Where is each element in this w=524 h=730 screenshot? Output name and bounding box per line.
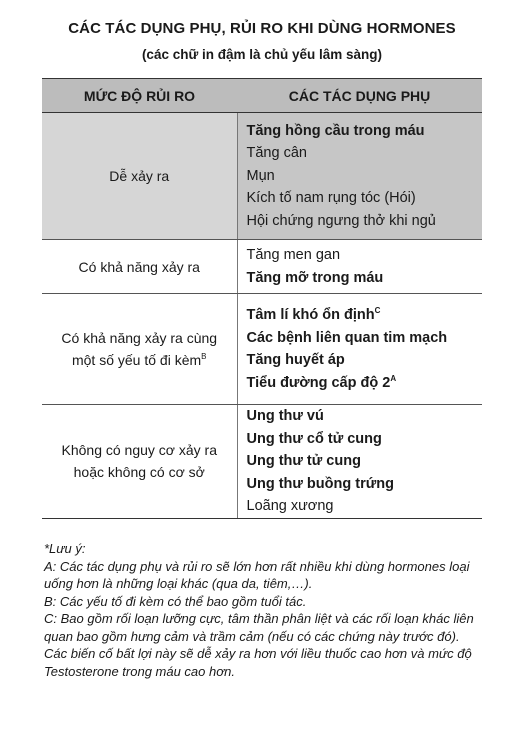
risk-level-text: Không có nguy cơ xảy ra hoặc không có cơ sở: [61, 442, 217, 481]
side-effect-text: Tăng men gan: [246, 247, 341, 263]
side-effect-item: [247, 304, 477, 327]
side-effect-item: [247, 428, 477, 451]
note-b: B: Các yếu tố đi kèm có thể bao gồm tuổi tác.: [44, 593, 307, 609]
table-row: [42, 113, 482, 240]
side-effect-text: Ung thư tử cung: [246, 453, 361, 469]
risk-level-cell: [42, 294, 237, 405]
side-effect-text: Các bệnh liên quan tim mạch: [246, 329, 448, 346]
table-row: [42, 240, 482, 294]
note-a: A: Các tác dụng phụ và rủi ro sẽ lớn hơn rất nhiều khi dùng hormones loại uống hơn là những loại khác (qua da, tiêm,…).: [44, 558, 470, 591]
side-effect-item: [247, 267, 477, 290]
document-title: CÁC TÁC DỤNG PHỤ, RỦI RO KHI DÙNG HORMONES: [68, 20, 456, 37]
side-effect-item: [247, 120, 477, 143]
footnote-marker: B: [201, 352, 207, 361]
risk-level-cell: [42, 405, 237, 519]
side-effect-item: [247, 327, 477, 350]
side-effect-item: [247, 473, 477, 496]
side-effect-text: Hội chứng ngưng thở khi ngủ: [246, 212, 436, 229]
side-effect-item: [247, 165, 477, 188]
side-effect-text: Tâm lí khó ổn định: [246, 307, 375, 323]
table-row: [42, 405, 482, 519]
side-effect-item: [247, 187, 477, 210]
notes-section: [44, 540, 484, 680]
column-header-risk-level: MỨC ĐỘ RỦI RO: [42, 79, 237, 113]
side-effect-item: [247, 372, 477, 395]
risk-level-text: Có khả năng xảy ra: [78, 258, 200, 275]
risk-level-text: Dễ xảy ra: [109, 168, 170, 184]
side-effects-cell: [237, 294, 482, 405]
side-effect-item: [247, 210, 477, 233]
document-subtitle: (các chữ in đậm là chủ yếu lâm sàng): [141, 47, 383, 62]
side-effects-table: [42, 78, 482, 519]
side-effect-text: Kích tố nam rụng tóc (Hói): [246, 190, 416, 207]
notes-heading: *Lưu ý:: [44, 541, 86, 556]
side-effects-cell: [237, 405, 482, 519]
column-header-side-effects: CÁC TÁC DỤNG PHỤ: [237, 79, 482, 113]
table-row: [42, 294, 482, 405]
side-effect-item: [247, 450, 477, 473]
risk-level-cell: [42, 113, 237, 240]
side-effect-item: [247, 244, 477, 267]
side-effect-item: [247, 142, 477, 165]
side-effect-text: Tăng mỡ trong máu: [246, 269, 384, 286]
table-header-row: [42, 79, 482, 113]
side-effect-item: [247, 349, 477, 372]
footnote-marker: A: [390, 373, 397, 383]
side-effect-text: Tiểu đường cấp độ 2: [246, 374, 391, 391]
table-body: [42, 113, 482, 519]
side-effects-cell: [237, 240, 482, 294]
side-effect-text: Tăng hồng cầu trong máu: [246, 122, 425, 139]
side-effect-text: Tăng huyết áp: [246, 352, 345, 368]
risk-level-text: Có khả năng xảy ra cùng một số yếu tố đi kèm: [61, 330, 218, 368]
note-c: C: Bao gồm rối loạn lưỡng cực, tâm thần phân liệt và các rối loạn khác liên quan bao gồm hưng cảm và trầm cảm (nếu có các chứng này trước đó). Các biến cố bất lợi này sẽ dễ xảy ra hơn với liều thuốc cao hơn và mức độ Testosterone trong máu cao hơn.: [44, 611, 474, 679]
side-effect-item: [247, 495, 477, 518]
side-effect-text: Ung thư buồng trứng: [246, 475, 394, 492]
side-effect-text: Mụn: [246, 167, 275, 184]
side-effect-text: Loãng xương: [246, 498, 334, 514]
side-effect-text: Tăng cân: [246, 145, 307, 162]
side-effect-text: Ung thư vú: [246, 408, 324, 424]
risk-level-cell: [42, 240, 237, 294]
footnote-marker: C: [374, 306, 381, 315]
side-effect-text: Ung thư cổ tử cung: [246, 430, 382, 447]
side-effect-item: [247, 405, 477, 428]
side-effects-cell: [237, 113, 482, 240]
